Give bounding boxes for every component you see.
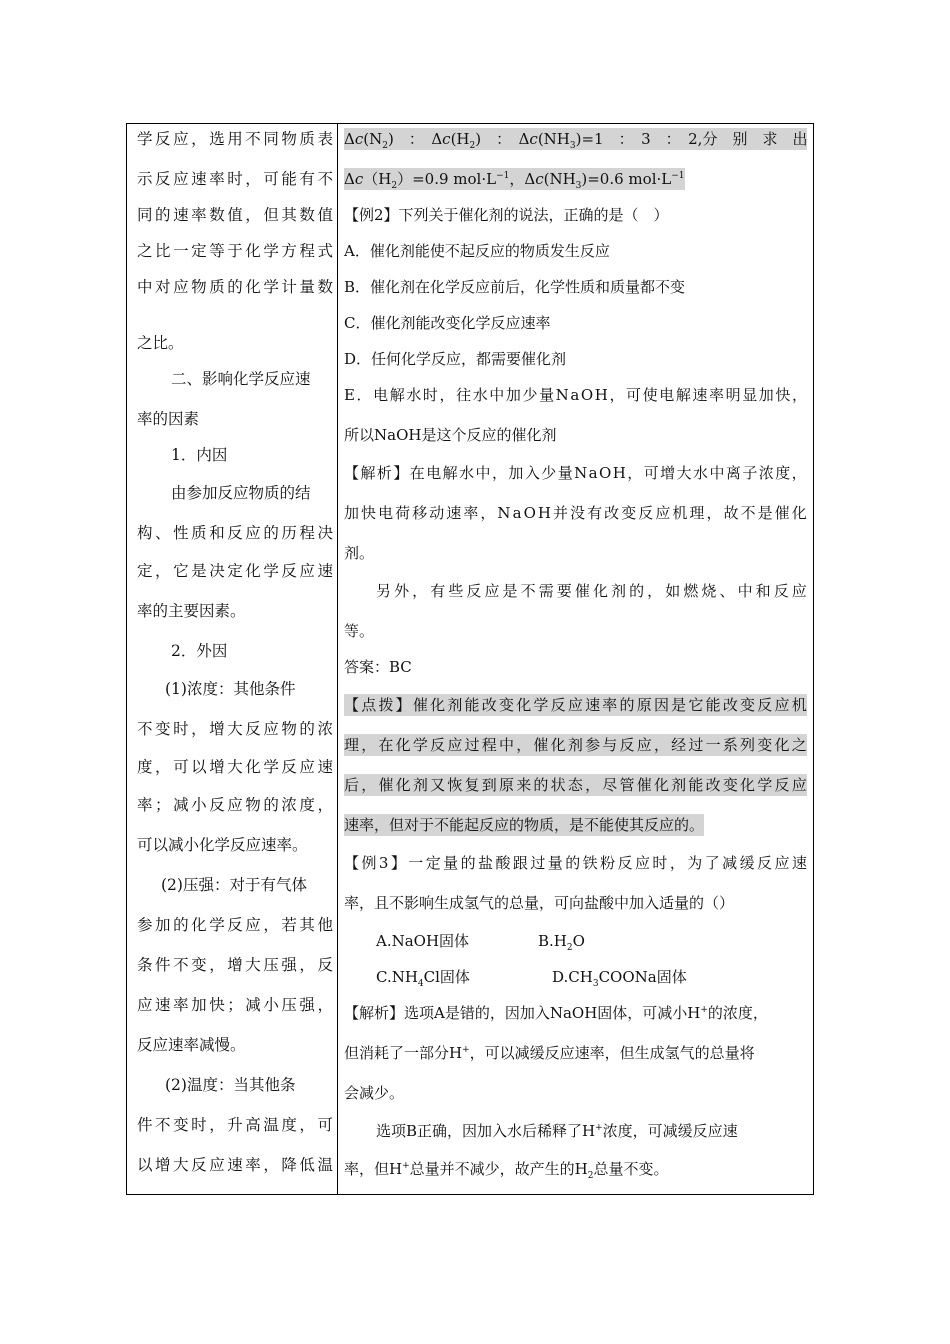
example3-analysis: 率，但H+总量并不减少，故产生的$H_2$总量不变。 [344, 1160, 669, 1181]
example2-option-b: B．催化剂在化学反应前后，化学性质和质量都不变 [344, 278, 686, 296]
example3-analysis: 但消耗了一部分H+，可以减缓反应速率，但生成氢气的总量将 [344, 1044, 755, 1062]
left-line: 率的因素 [137, 410, 200, 428]
example2-option-e: E ． 电 解 水 时 ， 往 水 中 加 少 量 N a O H ， 可 使 电 解 速 率 明 显 加 快 ， [344, 386, 807, 404]
example2-question: 【例2】下列关于催化剂的说法，正确的是（ ） [344, 206, 669, 224]
left-line: (1)浓度：其他条件 [165, 680, 296, 698]
left-line: 条 件 不 变 ， 增 大 压 强 ， 反 [137, 956, 333, 974]
left-line: 由参加反应物质的结 [171, 484, 311, 502]
example2-analysis: 剂。 [344, 544, 375, 562]
left-line: 示 反 应 速 率 时 ， 可 能 有 不 [137, 170, 333, 188]
example2-analysis: 另 外 ， 有 些 反 应 是 不 需 要 催 化 剂 的 ， 如 燃 烧 、 中 和 反 应 [376, 582, 807, 600]
example2-tip: 【 点 拨 】 催 化 剂 能 改 变 化 学 反 应 速 率 的 原 因 是 它 能 改 变 反 应 机 [344, 696, 807, 714]
left-line: 定 ， 它 是 决 定 化 学 反 应 速 [137, 562, 333, 580]
left-line: 反应速率减慢。 [137, 1036, 246, 1054]
left-line: 学 反 应 ， 选 用 不 同 物 质 表 [137, 130, 333, 148]
example2-option-d: D．任何化学反应，都需要催化剂 [344, 350, 567, 368]
left-line: 应 速 率 加 快 ； 减 小 压 强 ， [137, 996, 333, 1014]
left-line: 率的主要因素。 [137, 602, 246, 620]
example3-analysis: 【解析】选项A是错的，因加入NaOH固体，可减小H+的浓度， [344, 1004, 768, 1022]
ratio-line: $\Delta c(N_2)$ ： $\Delta c(H_2)$ ： $\Delta c(NH_3)=1$ ： 3 ： 2, 分 别 求 出 [344, 130, 808, 151]
content-table [126, 123, 814, 1195]
example3-option-b: $B.H_2O$ [538, 932, 585, 953]
example2-tip: 理 ， 在 化 学 反 应 过 程 中 ， 催 化 剂 参 与 反 应 ， 经 过 一 系 列 变 化 之 [344, 736, 807, 754]
left-line: (2)温度：当其他条 [165, 1076, 296, 1094]
example3-question: 率，且不影响生成氢气的总量，可向盐酸中加入适量的（） [344, 894, 735, 912]
left-line: 度 ， 可 以 增 大 化 学 反 应 速 [137, 758, 333, 776]
example3-option-a: A.NaOH固体 [376, 932, 470, 950]
left-line: 构 、 性 质 和 反 应 的 历 程 决 [137, 524, 333, 542]
example2-tip: 后 ， 催 化 剂 又 恢 复 到 原 来 的 状 态 ， 尽 管 催 化 剂 能 改 变 化 学 反 应 [344, 776, 807, 794]
example3-question: 【 例 3 】 一 定 量 的 盐 酸 跟 过 量 的 铁 粉 反 应 时 ， 为 了 减 缓 反 应 速 [344, 854, 807, 872]
left-section-heading: 二、影响化学反应速 [171, 370, 311, 388]
example2-option-a: A．催化剂能使不起反应的物质发生反应 [344, 242, 610, 260]
example3-analysis: 选项B正确，因加入水后稀释了H+浓度，可减缓反应速 [376, 1122, 738, 1140]
left-line: 中 对 应 物 质 的 化 学 计 量 数 [137, 278, 333, 296]
left-line: 可以减小化学反应速率。 [137, 836, 308, 854]
left-line: (2)压强：对于有气体 [161, 876, 307, 894]
example2-analysis: 等。 [344, 622, 375, 640]
left-line: 率 ； 减 小 反 应 物 的 浓 度 ， [137, 796, 333, 814]
left-line: 参 加 的 化 学 反 应 ， 若 其 他 [137, 916, 333, 934]
left-line: 不 变 时 ， 增 大 反 应 物 的 浓 [137, 720, 333, 738]
example2-analysis: 【 解 析 】 在 电 解 水 中 ， 加 入 少 量 N a O H ， 可 增 大 水 中 离 子 浓 度 ， [344, 464, 807, 482]
left-line: 件 不 变 时 ， 升 高 温 度 ， 可 [137, 1116, 333, 1134]
example2-analysis: 加 快 电 荷 移 动 速 率 ， N a O H 并 没 有 改 变 反 应 机 理 ， 故 不 是 催 化 [344, 504, 807, 522]
example3-option-c: $C.NH_4Cl$固体 [376, 968, 470, 989]
example3-option-d: $D.CH_3COONa$固体 [552, 968, 687, 989]
example2-tip: 速率，但对于不能起反应的物质，是不能使其反应的。 [344, 816, 705, 834]
left-subheading: 1．内因 [171, 446, 228, 464]
left-line: 之比。 [137, 334, 184, 352]
example2-option-c: C．催化剂能改变化学反应速率 [344, 314, 551, 332]
values-line: $\Delta c(H_2)=0.9$ $mol\cdot L^{-1}$，$\Delta c(NH_3)=0.6$ $mol\cdot L^{-1}$ [344, 170, 685, 191]
example2-answer: 答案：BC [344, 658, 412, 676]
left-line: 之 比 一 定 等 于 化 学 方 程 式 [137, 242, 333, 260]
example2-option-e-cont: 所以NaOH是这个反应的催化剂 [344, 426, 557, 444]
example3-analysis: 会减少。 [344, 1084, 405, 1102]
left-line: 以 增 大 反 应 速 率 ， 降 低 温 [137, 1156, 333, 1174]
left-subheading: 2．外因 [171, 642, 228, 660]
column-divider [337, 124, 338, 1194]
left-line: 同 的 速 率 数 值 ， 但 其 数 值 [137, 206, 333, 224]
